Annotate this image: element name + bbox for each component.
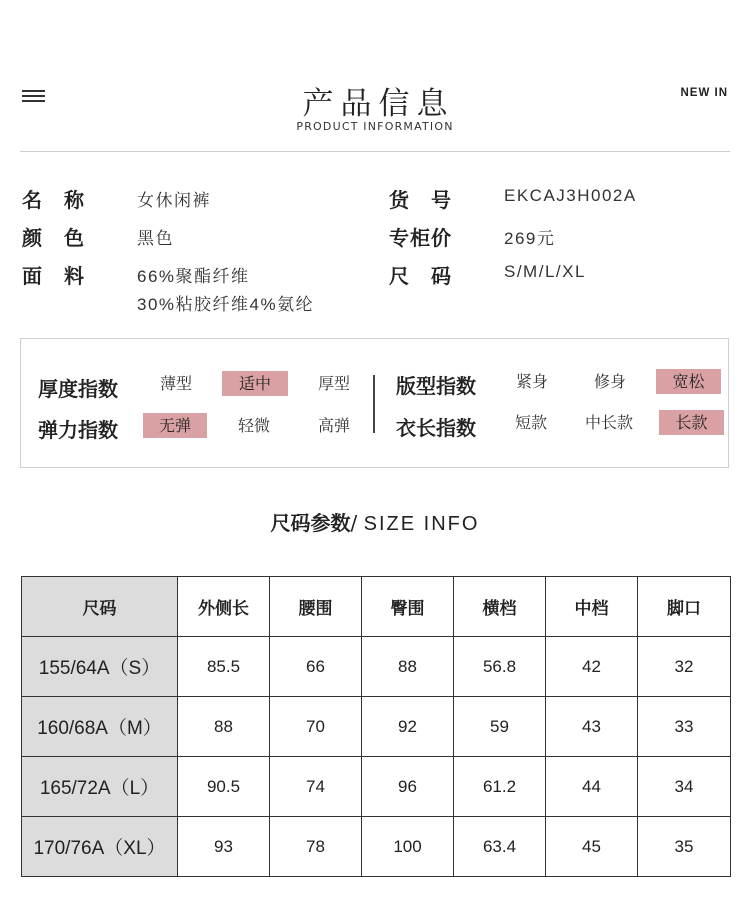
length-option-mid: 中长款 — [584, 413, 633, 432]
elasticity-option-none: 无弹 — [143, 413, 207, 438]
new-in-link[interactable]: NEW IN — [680, 87, 728, 99]
table-cell: 100 — [362, 817, 454, 877]
sku-label: 货 号 — [389, 188, 452, 212]
thickness-option-medium: 适中 — [222, 371, 288, 396]
table-cell: 96 — [362, 757, 454, 817]
table-cell: 32 — [638, 637, 731, 697]
table-cell: 33 — [638, 697, 731, 757]
table-cell: 56.8 — [454, 637, 546, 697]
table-cell: 61.2 — [454, 757, 546, 817]
size-cell: 160/68A（M） — [22, 697, 178, 757]
color-label: 颜 色 — [22, 226, 85, 250]
sku-value: EKCAJ3H002A — [504, 186, 637, 205]
fit-option-loose: 宽松 — [656, 369, 721, 394]
elasticity-index-label: 弹力指数 — [38, 418, 118, 442]
table-cell: 85.5 — [178, 637, 270, 697]
table-cell: 88 — [362, 637, 454, 697]
table-cell: 45 — [546, 817, 638, 877]
table-cell: 43 — [546, 697, 638, 757]
size-info-title-sep: / — [350, 511, 364, 535]
length-index-label: 衣长指数 — [396, 416, 476, 440]
table-cell: 35 — [638, 817, 731, 877]
table-cell: 93 — [178, 817, 270, 877]
elasticity-option-slight: 轻微 — [237, 416, 270, 435]
fit-option-slim: 修身 — [593, 372, 626, 391]
price-value: 269元 — [504, 229, 556, 248]
table-cell: 63.4 — [454, 817, 546, 877]
fit-option-tight: 紧身 — [515, 372, 548, 391]
table-cell: 44 — [546, 757, 638, 817]
length-option-short: 短款 — [514, 413, 547, 432]
header-divider — [20, 151, 730, 152]
table-cell: 59 — [454, 697, 546, 757]
page-title: 产品信息 — [302, 86, 455, 122]
length-option-long: 长款 — [659, 410, 724, 435]
thickness-option-thin: 薄型 — [159, 374, 192, 393]
header-size: 尺码 — [22, 577, 178, 637]
size-info-title — [0, 507, 750, 536]
header-knee: 中档 — [546, 577, 638, 637]
name-value: 女休闲裤 — [137, 191, 211, 210]
thickness-index-label: 厚度指数 — [38, 377, 118, 401]
size-info-title-en: SIZE INFO — [363, 513, 480, 535]
fit-index-label: 版型指数 — [396, 374, 476, 398]
table-cell: 92 — [362, 697, 454, 757]
thickness-option-thick: 厚型 — [317, 374, 350, 393]
size-table-header-row — [22, 577, 731, 637]
table-row — [22, 817, 731, 877]
table-cell: 66 — [270, 637, 362, 697]
header-thigh: 横档 — [454, 577, 546, 637]
table-row — [22, 757, 731, 817]
size-value: S/M/L/XL — [504, 262, 586, 281]
table-cell: 88 — [178, 697, 270, 757]
fabric-label: 面 料 — [22, 264, 85, 288]
header-hip: 臀围 — [362, 577, 454, 637]
color-value: 黑色 — [137, 229, 174, 248]
size-table — [21, 576, 731, 877]
page-header — [0, 0, 750, 152]
table-cell: 70 — [270, 697, 362, 757]
size-cell: 155/64A（S） — [22, 637, 178, 697]
header-hem: 脚口 — [638, 577, 731, 637]
table-cell: 90.5 — [178, 757, 270, 817]
table-cell: 34 — [638, 757, 731, 817]
index-divider — [373, 375, 375, 433]
size-label: 尺 码 — [389, 264, 452, 288]
table-cell: 78 — [270, 817, 362, 877]
table-row — [22, 637, 731, 697]
header-waist: 腰围 — [270, 577, 362, 637]
table-cell: 42 — [546, 637, 638, 697]
size-cell: 165/72A（L） — [22, 757, 178, 817]
size-cell: 170/76A（XL） — [22, 817, 178, 877]
fabric-value-line-1: 66%聚酯纤维 — [137, 267, 250, 286]
fabric-value-line-2: 30%粘胶纤维4%氨纶 — [137, 295, 315, 314]
elasticity-option-high: 高弹 — [317, 416, 350, 435]
size-info-title-cn: 尺码参数 — [270, 511, 351, 535]
price-label: 专柜价 — [389, 226, 452, 250]
table-row — [22, 697, 731, 757]
header-outseam: 外侧长 — [178, 577, 270, 637]
name-label: 名 称 — [22, 188, 85, 212]
page-subtitle: PRODUCT INFORMATION — [296, 120, 454, 133]
table-cell: 74 — [270, 757, 362, 817]
